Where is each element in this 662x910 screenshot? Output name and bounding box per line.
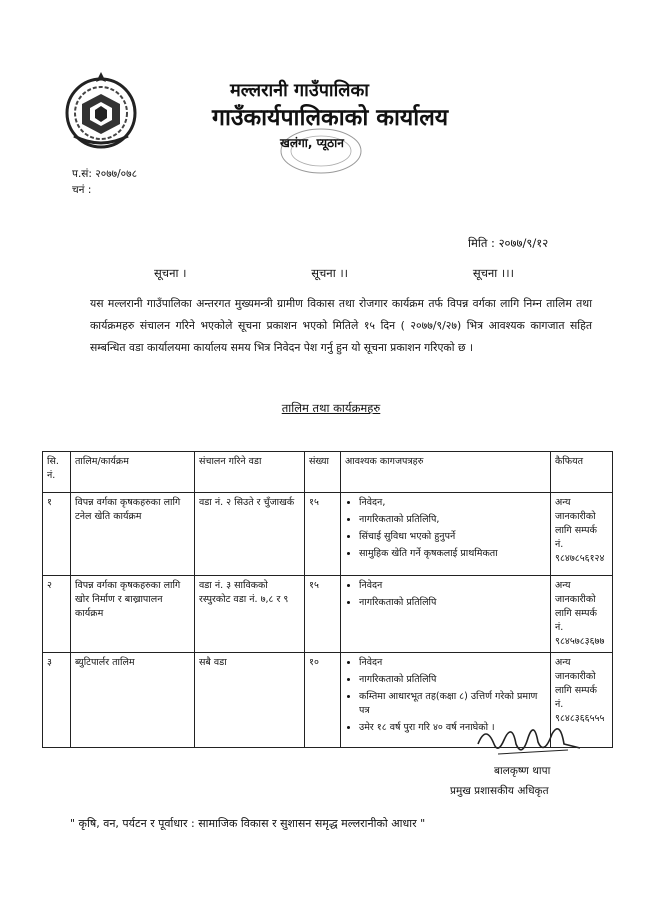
doc-item: • नागरिकताको प्रतिलिपि [359, 673, 546, 687]
reference-block [72, 166, 137, 198]
notice-date: मिति : २०७७/९/१२ [468, 236, 549, 250]
doc-item: • निवेदन [359, 656, 546, 670]
docs-list [345, 496, 546, 561]
patra-sankhya: प.सं: २०७७/०७८ [72, 168, 138, 180]
signatory-name: बालकृष्ण थापा [494, 765, 551, 777]
doc-item: • सिंचाई सुविधा भएको हुनुपर्ने [359, 530, 546, 544]
chalani-number: चनं : [72, 184, 92, 196]
notice-head-3: सूचना ।।। [472, 266, 514, 280]
notice-body: यस मल्लरानी गाउँपालिका अन्तरगत मुख्यमन्त्री ग्रामीण विकास तथा रोजगार कार्यक्रम तर्फ विपन्न वर्गका लागि निम्न तालिम तथा कार्यक्रमहरु संचालन गरिने भएकोले सूचना प्रकाशन भएको मितिले १५ दिन ( २०७७/९/२७) भित्र आवश्यक कागजात सहित सम्बन्धित वडा कार्यालयमा कार्यालय समय भित्र निवेदन पेश गर्नु हुन यो सूचना प्रकाशन गरिएको छ । [90, 297, 592, 354]
handwritten-signature [468, 714, 588, 764]
cell-sn: १ [43, 493, 71, 576]
table-title [0, 401, 662, 416]
nepal-emblem-logo [60, 70, 142, 152]
cell-docs [341, 576, 551, 653]
cell-sn: २ [43, 576, 71, 653]
office-address: खलंगा, प्यूठान [280, 136, 344, 150]
doc-item: • सामुहिक खेति गर्ने कृषकलाई प्राथमिकता [359, 547, 546, 561]
cell-ward: सबै वडा [195, 653, 305, 748]
table-header-row [43, 452, 613, 493]
col-header-count: संख्या [305, 452, 341, 493]
cell-count: १५ [305, 493, 341, 576]
col-header-ward: संचालन गरिने वडा [195, 452, 305, 493]
cell-count: १५ [305, 576, 341, 653]
programs-table [42, 451, 613, 748]
cell-docs [341, 493, 551, 576]
doc-item: • निवेदन, [359, 496, 546, 510]
cell-sn: ३ [43, 653, 71, 748]
docs-list [345, 579, 546, 610]
col-header-sn: सि. नं. [43, 452, 71, 493]
footer-slogan: " कृषि, वन, पर्यटन र पूर्वाधार : सामाजिक विकास र सुशासन समृद्ध मल्लरानीको आधार " [70, 817, 426, 830]
notice-head-1: सूचना । [154, 266, 187, 280]
cell-remarks: अन्य जानकारीको लागि सम्पर्क नं. ९८४५७८३६७७ [551, 576, 613, 653]
signatory-title: प्रमुख प्रशासकीय अधिकृत [450, 785, 549, 797]
table-row [43, 576, 613, 653]
cell-remarks: अन्य जानकारीको लागि सम्पर्क नं. ९८४८३६६५५५ [551, 653, 613, 748]
doc-item: • नागरिकताको प्रतिलिपि [359, 596, 546, 610]
notice-heading-row [154, 266, 514, 281]
office-name: गाउँकार्यपालिकाको कार्यालय [212, 105, 449, 131]
municipality-name: मल्लरानी गाउँपालिका [230, 80, 369, 101]
doc-item: • निवेदन [359, 579, 546, 593]
col-header-program: तालिम/कार्यक्रम [71, 452, 195, 493]
col-header-docs: आवश्यक कागजपत्रहरु [341, 452, 551, 493]
cell-program: ब्युटिपार्लर तालिम [71, 653, 195, 748]
cell-program: विपन्न वर्गका कृषकहरुका लागि खोर निर्माण र बाख्रापालन कार्यक्रम [71, 576, 195, 653]
table-title-text: तालिम तथा कार्यक्रमहरु [281, 401, 381, 415]
cell-program: विपन्न वर्गका कृषकहरुका लागि टनेल खेति कार्यक्रम [71, 493, 195, 576]
cell-ward: वडा नं. २ सिउते र चुँजाखर्क [195, 493, 305, 576]
cell-remarks: अन्य जानकारीको लागि सम्पर्क नं. ९८४७८५६१२४ [551, 493, 613, 576]
doc-item: • नागरिकताको प्रतिलिपि, [359, 513, 546, 527]
table-row [43, 493, 613, 576]
cell-count: १० [305, 653, 341, 748]
doc-item: • उमेर १८ वर्ष पुरा गरि ४० वर्ष ननाघेको । [359, 721, 546, 735]
col-header-remarks: कैफियत [551, 452, 613, 493]
doc-item: • कम्तिमा आधारभूत तह(कक्षा ८) उत्तिर्ण गरेको प्रमाण पत्र [359, 690, 546, 718]
cell-ward: वडा नं. ३ साविकको रस्पुरकोट वडा नं. ७,८ र ९ [195, 576, 305, 653]
notice-head-2: सूचना ।। [311, 266, 349, 280]
